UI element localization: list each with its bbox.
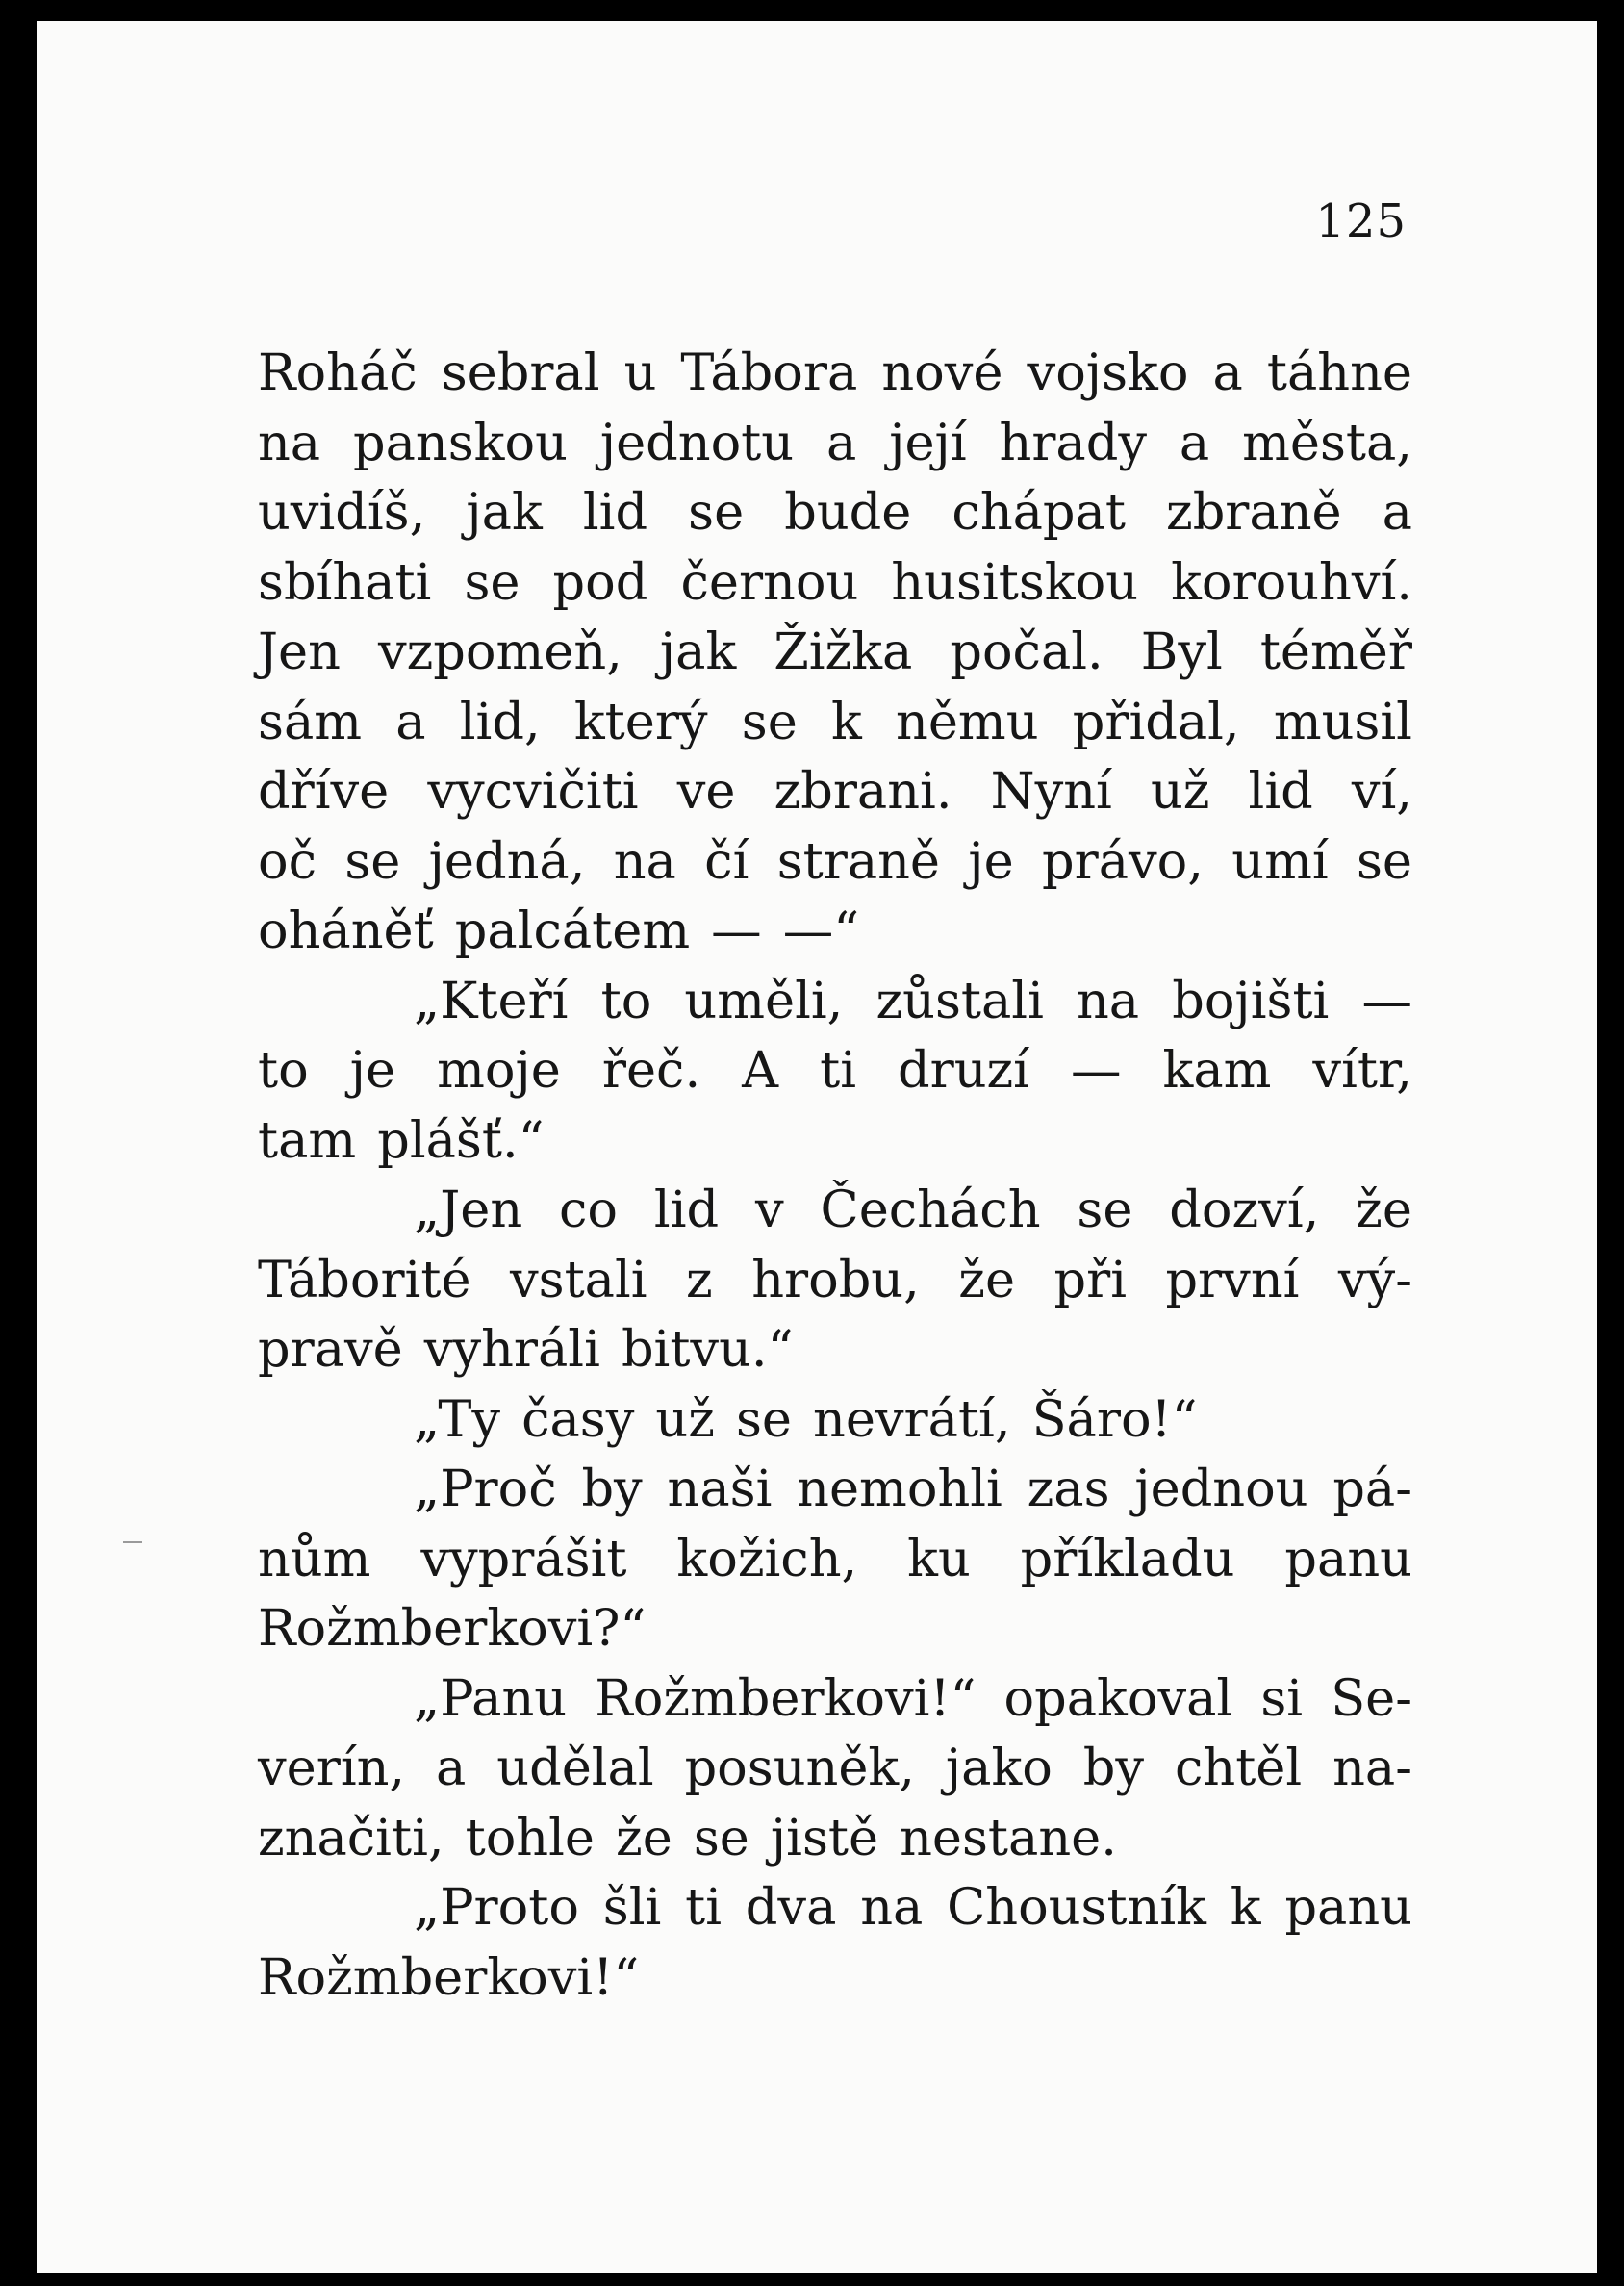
word: na [1076, 971, 1140, 1030]
word: kožich, [676, 1529, 858, 1588]
word: Žižka [774, 622, 913, 681]
word: jedná, [428, 831, 586, 891]
word: čí [704, 831, 749, 891]
word: je [968, 831, 1014, 891]
word: naši [667, 1460, 773, 1518]
word: dozví, [1169, 1181, 1320, 1239]
word: „Ty [414, 1389, 501, 1449]
word: „Proto [414, 1878, 579, 1937]
word: Šáro!“ [1031, 1389, 1198, 1449]
word: chápat [952, 483, 1126, 542]
word: uměli, [684, 971, 844, 1030]
word: pravě [258, 1320, 403, 1379]
word: bude [784, 483, 912, 542]
text-line [258, 688, 1412, 758]
word: Rožmberkovi?“ [258, 1599, 647, 1658]
word: jako [945, 1739, 1053, 1797]
word: pá- [1332, 1460, 1412, 1518]
word: straně [776, 831, 941, 891]
word: vycvičiti [427, 762, 639, 821]
word: zbraně [1166, 483, 1342, 542]
word: se [688, 483, 745, 542]
word: sbíhati [258, 552, 432, 612]
word: panu [1284, 1878, 1412, 1937]
word: řeč. [601, 1041, 701, 1100]
word: „Kteří [414, 971, 569, 1030]
word: uvidíš, [258, 483, 426, 542]
word: jednou [1134, 1460, 1308, 1518]
word: by [581, 1460, 643, 1518]
word: časy [521, 1389, 635, 1449]
word: Jen [258, 622, 341, 681]
word: nové [881, 343, 1003, 402]
word: právo, [1042, 831, 1204, 891]
word: ti [820, 1041, 856, 1100]
word: táhne [1266, 343, 1412, 402]
word: z [686, 1250, 713, 1309]
word: ve [676, 762, 736, 821]
word: na [860, 1878, 924, 1937]
text-line [258, 409, 1412, 479]
word: Roháč [258, 343, 418, 402]
word: hrady [999, 413, 1147, 472]
word: Rožmberkovi!“ [595, 1668, 977, 1728]
word: v [754, 1181, 784, 1239]
word: nestane. [900, 1808, 1117, 1867]
word: a [826, 413, 857, 472]
word: vojsko [1027, 343, 1189, 402]
word: počal. [950, 622, 1104, 681]
word: nevrátí, [813, 1389, 1011, 1449]
word: lid [1248, 762, 1313, 821]
word: zůstali [875, 971, 1044, 1030]
word: chtěl [1174, 1739, 1303, 1797]
text-line [258, 1176, 1412, 1246]
word: vyprášit [420, 1529, 627, 1588]
word: první [1165, 1250, 1300, 1309]
word: udělal [496, 1739, 654, 1797]
word: na [613, 831, 676, 891]
word: se [1356, 831, 1412, 891]
word: který [573, 692, 708, 751]
word: a [1382, 483, 1412, 542]
word: na [258, 413, 321, 472]
word: jak [659, 622, 737, 681]
word: města, [1242, 413, 1412, 472]
word: už [1150, 762, 1210, 821]
word: „Proč [414, 1460, 557, 1518]
text-line [258, 1246, 1412, 1316]
word: pod [552, 552, 648, 612]
word: verín, [258, 1739, 406, 1797]
text-line [258, 967, 1412, 1037]
word: posuněk, [684, 1739, 915, 1797]
word: korouhví. [1171, 552, 1412, 612]
text-line [258, 1804, 1412, 1874]
word: vítr, [1312, 1041, 1412, 1100]
word: a [395, 692, 426, 751]
word: je [349, 1041, 396, 1100]
word: —“ [782, 902, 860, 960]
word: Táborité [258, 1250, 471, 1309]
word: kam [1162, 1041, 1272, 1100]
word: bojišti [1172, 971, 1330, 1030]
word: ví, [1351, 762, 1412, 821]
word: téměř [1259, 622, 1412, 681]
word: že [616, 1808, 672, 1867]
word: Tábora [680, 343, 858, 402]
word: že [1356, 1181, 1412, 1239]
word: panu [1284, 1529, 1412, 1588]
text-line [258, 1455, 1412, 1525]
word: co [559, 1181, 619, 1239]
word: němu [896, 692, 1039, 751]
word: lid, [459, 692, 541, 751]
word: vý- [1337, 1250, 1412, 1309]
word: hrobu, [751, 1250, 920, 1309]
word: tohle [465, 1808, 595, 1867]
word: zas [1027, 1460, 1110, 1518]
word: přidal, [1072, 692, 1240, 751]
text-line [258, 1036, 1412, 1106]
word: Nyní [990, 762, 1112, 821]
word: vstali [509, 1250, 647, 1309]
page-number: 125 [1315, 194, 1407, 248]
text-line [258, 1525, 1412, 1595]
word: se [741, 692, 798, 751]
word: Se- [1331, 1668, 1412, 1728]
text-line [258, 1873, 1412, 1943]
word: už [655, 1389, 715, 1449]
word: se [344, 831, 401, 891]
text-line [258, 1385, 1412, 1456]
word: oháněť [258, 902, 434, 960]
word: černou [680, 552, 859, 612]
word: lid [582, 483, 648, 542]
word: sebral [441, 343, 600, 402]
word: značiti, [258, 1808, 444, 1867]
word: dva [745, 1878, 837, 1937]
word: příkladu [1020, 1529, 1235, 1588]
word: A [742, 1041, 779, 1100]
word: vzpomeň, [377, 622, 622, 681]
word: na- [1332, 1739, 1412, 1797]
word: by [1082, 1739, 1145, 1797]
word: nům [258, 1529, 371, 1588]
word: sám [258, 692, 363, 751]
word: Byl [1140, 622, 1223, 681]
text-line [258, 897, 1412, 967]
word: tam [258, 1110, 357, 1170]
word: to [600, 971, 652, 1030]
word: ku [907, 1529, 971, 1588]
word: k [1230, 1878, 1261, 1937]
word: jistě [770, 1808, 879, 1867]
word: Rožmberkovi!“ [258, 1947, 640, 2007]
word: se [735, 1389, 792, 1449]
word: Choustník [947, 1878, 1206, 1937]
word: se [693, 1808, 749, 1867]
word: nemohli [797, 1460, 1002, 1518]
word: si [1260, 1668, 1304, 1728]
text-line [258, 757, 1412, 827]
word: lid [653, 1181, 720, 1239]
word: při [1053, 1250, 1127, 1309]
text-line [258, 548, 1412, 619]
word: k [831, 692, 862, 751]
word: šli [602, 1878, 662, 1937]
word: oč [258, 831, 317, 891]
word: bitvu.“ [621, 1320, 794, 1379]
word: u [623, 343, 657, 402]
word: plášť.“ [377, 1110, 545, 1170]
word: musil [1273, 692, 1412, 751]
text-line [258, 478, 1412, 548]
text-line [258, 339, 1412, 409]
word: ti [685, 1878, 722, 1937]
word: druzí [898, 1041, 1029, 1100]
word: — [711, 902, 762, 960]
word: opakoval [1003, 1668, 1233, 1728]
word: že [958, 1250, 1016, 1309]
word: — [1070, 1041, 1122, 1100]
word: jednotu [599, 413, 795, 472]
text-line [258, 1106, 1412, 1177]
word: palcátem [454, 902, 691, 960]
word: Čechách [820, 1181, 1041, 1239]
word: a [436, 1739, 467, 1797]
text-line [258, 1734, 1412, 1804]
word: zbrani. [774, 762, 952, 821]
word: se [464, 552, 520, 612]
text-line [258, 1664, 1412, 1735]
word: — [1361, 971, 1412, 1030]
word: vyhráli [423, 1320, 600, 1379]
text-line [258, 1594, 1412, 1664]
word: se [1077, 1181, 1133, 1239]
word: její [889, 413, 967, 472]
word: jak [466, 483, 543, 542]
word: „Panu [414, 1668, 568, 1728]
word: a [1212, 343, 1243, 402]
word: husitskou [891, 552, 1139, 612]
word: „Jen [414, 1181, 523, 1239]
text-line [258, 618, 1412, 688]
word: a [1179, 413, 1210, 472]
margin-mark [123, 1541, 142, 1543]
word: panskou [353, 413, 568, 472]
text-line [258, 1943, 1412, 2014]
book-page [37, 21, 1597, 2273]
text-body [258, 339, 1412, 2013]
text-line [258, 827, 1412, 898]
word: moje [437, 1041, 561, 1100]
word: dříve [258, 762, 390, 821]
word: to [258, 1041, 309, 1100]
text-line [258, 1315, 1412, 1385]
word: umí [1231, 831, 1329, 891]
